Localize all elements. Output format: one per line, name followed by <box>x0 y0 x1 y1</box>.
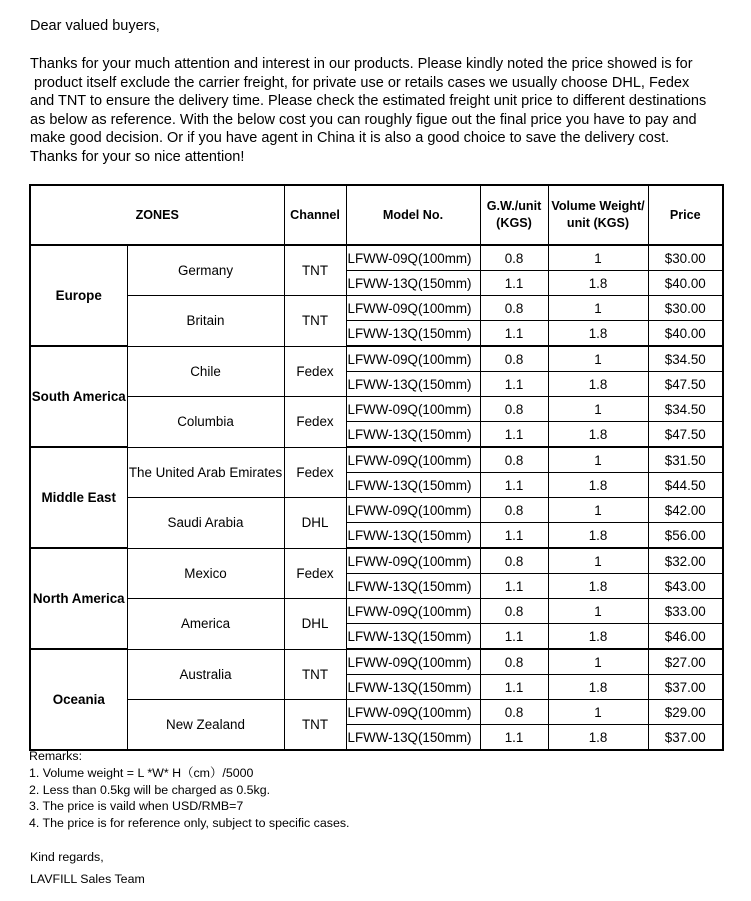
volume-weight-cell: 1.8 <box>548 675 648 700</box>
country-cell: Columbia <box>127 397 284 448</box>
volume-weight-header: Volume Weight/ unit (KGS) <box>548 185 648 245</box>
intro-paragraph <box>30 55 730 167</box>
price-cell: $33.00 <box>648 599 723 624</box>
price-cell: $31.50 <box>648 447 723 473</box>
remark-item: 3. The price is vaild when USD/RMB=7 <box>29 799 244 814</box>
remark-item: 4. The price is for reference only, subject to specific cases. <box>29 816 350 831</box>
model-cell: LFWW-13Q(150mm) <box>346 321 480 347</box>
model-cell: LFWW-13Q(150mm) <box>346 675 480 700</box>
country-cell: New Zealand <box>127 700 284 751</box>
volume-weight-cell: 1.8 <box>548 422 648 448</box>
gross-weight-cell: 0.8 <box>480 296 548 321</box>
channel-cell: TNT <box>284 649 346 700</box>
zones-header: ZONES <box>30 185 284 245</box>
intro-line: Thanks for your so nice attention! <box>30 148 245 165</box>
volume-weight-cell: 1.8 <box>548 725 648 751</box>
region-cell: North America <box>30 548 127 649</box>
volume-weight-cell: 1 <box>548 346 648 372</box>
gross-weight-cell: 1.1 <box>480 624 548 650</box>
price-cell: $40.00 <box>648 271 723 296</box>
volume-weight-cell: 1.8 <box>548 473 648 498</box>
price-cell: $29.00 <box>648 700 723 725</box>
country-cell: America <box>127 599 284 650</box>
country-cell: Saudi Arabia <box>127 498 284 549</box>
volume-weight-cell: 1.8 <box>548 372 648 397</box>
country-cell: The United Arab Emirates <box>127 447 284 498</box>
model-cell: LFWW-09Q(100mm) <box>346 245 480 271</box>
model-cell: LFWW-13Q(150mm) <box>346 372 480 397</box>
model-cell: LFWW-09Q(100mm) <box>346 649 480 675</box>
country-cell: Germany <box>127 245 284 296</box>
gross-weight-cell: 0.8 <box>480 397 548 422</box>
price-cell: $44.50 <box>648 473 723 498</box>
country-cell: Australia <box>127 649 284 700</box>
table-row <box>30 649 723 675</box>
volume-weight-cell: 1 <box>548 296 648 321</box>
table-row <box>30 245 723 271</box>
model-cell: LFWW-13Q(150mm) <box>346 725 480 751</box>
channel-cell: TNT <box>284 245 346 296</box>
gross-weight-cell: 0.8 <box>480 447 548 473</box>
volume-weight-cell: 1 <box>548 447 648 473</box>
gross-weight-cell: 1.1 <box>480 321 548 347</box>
volume-weight-cell: 1.8 <box>548 574 648 599</box>
model-cell: LFWW-13Q(150mm) <box>346 422 480 448</box>
volume-weight-cell: 1 <box>548 397 648 422</box>
channel-cell: TNT <box>284 296 346 347</box>
table-body <box>30 245 723 750</box>
table-header-row <box>30 185 723 245</box>
gross-weight-cell: 1.1 <box>480 422 548 448</box>
closing <box>30 846 145 890</box>
table-row <box>30 498 723 523</box>
price-cell: $43.00 <box>648 574 723 599</box>
gross-weight-cell: 0.8 <box>480 700 548 725</box>
price-cell: $27.00 <box>648 649 723 675</box>
gross-weight-cell: 1.1 <box>480 473 548 498</box>
table-row <box>30 548 723 574</box>
intro-line: and TNT to ensure the delivery time. Please check the estimated freight unit price to different destinations <box>30 93 707 110</box>
table-row <box>30 296 723 321</box>
price-cell: $56.00 <box>648 523 723 549</box>
remarks-title: Remarks: <box>29 749 83 763</box>
channel-cell: Fedex <box>284 346 346 397</box>
gross-weight-cell: 1.1 <box>480 725 548 751</box>
model-cell: LFWW-13Q(150mm) <box>346 624 480 650</box>
model-cell: LFWW-09Q(100mm) <box>346 296 480 321</box>
region-cell: Oceania <box>30 649 127 750</box>
volume-weight-cell: 1.8 <box>548 624 648 650</box>
volume-weight-cell: 1 <box>548 245 648 271</box>
price-cell: $40.00 <box>648 321 723 347</box>
region-cell: Europe <box>30 245 127 346</box>
volume-weight-cell: 1.8 <box>548 271 648 296</box>
gross-weight-cell: 1.1 <box>480 523 548 549</box>
region-cell: Middle East <box>30 447 127 548</box>
regards-text: Kind regards, <box>30 850 104 864</box>
intro-line: make good decision. Or if you have agent in China it is also a good choice to save the delivery cost. <box>30 130 670 147</box>
intro-line: Thanks for your much attention and interest in our products. Please kindly noted the price showed is for <box>30 56 693 72</box>
table-row <box>30 700 723 725</box>
model-cell: LFWW-13Q(150mm) <box>346 271 480 296</box>
gross-weight-header: G.W./unit (KGS) <box>480 185 548 245</box>
model-cell: LFWW-09Q(100mm) <box>346 447 480 473</box>
volume-weight-cell: 1 <box>548 700 648 725</box>
gross-weight-cell: 1.1 <box>480 574 548 599</box>
volume-weight-cell: 1 <box>548 599 648 624</box>
country-cell: Britain <box>127 296 284 347</box>
remark-item: 1. Volume weight = L *W* H（cm）/5000 <box>29 765 254 780</box>
gross-weight-cell: 1.1 <box>480 271 548 296</box>
volume-weight-cell: 1.8 <box>548 523 648 549</box>
price-cell: $34.50 <box>648 346 723 372</box>
channel-cell: TNT <box>284 700 346 751</box>
intro-line: as below as reference. With the below cost you can roughly figue out the final price you have to pay and <box>30 111 697 128</box>
price-cell: $37.00 <box>648 725 723 751</box>
volume-weight-cell: 1 <box>548 649 648 675</box>
table-row <box>30 346 723 372</box>
remark-item: 2. Less than 0.5kg will be charged as 0.5kg. <box>29 782 271 797</box>
table-row <box>30 447 723 473</box>
gross-weight-cell: 0.8 <box>480 346 548 372</box>
gross-weight-cell: 0.8 <box>480 649 548 675</box>
model-cell: LFWW-09Q(100mm) <box>346 599 480 624</box>
model-cell: LFWW-13Q(150mm) <box>346 523 480 549</box>
greeting: Dear valued buyers, <box>30 18 160 34</box>
price-cell: $42.00 <box>648 498 723 523</box>
price-cell: $37.00 <box>648 675 723 700</box>
model-header: Model No. <box>346 185 480 245</box>
volume-weight-cell: 1 <box>548 548 648 574</box>
model-cell: LFWW-09Q(100mm) <box>346 397 480 422</box>
channel-cell: DHL <box>284 498 346 549</box>
channel-cell: Fedex <box>284 397 346 448</box>
price-cell: $32.00 <box>648 548 723 574</box>
price-cell: $30.00 <box>648 245 723 271</box>
channel-header: Channel <box>284 185 346 245</box>
model-cell: LFWW-13Q(150mm) <box>346 473 480 498</box>
model-cell: LFWW-13Q(150mm) <box>346 574 480 599</box>
signature: LAVFILL Sales Team <box>30 872 145 886</box>
price-cell: $46.00 <box>648 624 723 650</box>
model-cell: LFWW-09Q(100mm) <box>346 700 480 725</box>
gross-weight-cell: 0.8 <box>480 548 548 574</box>
price-header: Price <box>648 185 723 245</box>
intro-line: product itself exclude the carrier freight, for private use or retails cases we usually choose DHL, Fedex <box>30 74 690 91</box>
country-cell: Mexico <box>127 548 284 599</box>
freight-price-table <box>29 184 724 751</box>
price-cell: $30.00 <box>648 296 723 321</box>
channel-cell: Fedex <box>284 548 346 599</box>
gross-weight-cell: 0.8 <box>480 498 548 523</box>
price-cell: $47.50 <box>648 372 723 397</box>
region-cell: South America <box>30 346 127 447</box>
gross-weight-cell: 0.8 <box>480 599 548 624</box>
gross-weight-cell: 1.1 <box>480 372 548 397</box>
volume-weight-cell: 1.8 <box>548 321 648 347</box>
channel-cell: DHL <box>284 599 346 650</box>
gross-weight-cell: 1.1 <box>480 675 548 700</box>
price-cell: $34.50 <box>648 397 723 422</box>
price-cell: $47.50 <box>648 422 723 448</box>
country-cell: Chile <box>127 346 284 397</box>
remarks <box>29 748 349 832</box>
volume-weight-cell: 1 <box>548 498 648 523</box>
gross-weight-cell: 0.8 <box>480 245 548 271</box>
table-row <box>30 599 723 624</box>
model-cell: LFWW-09Q(100mm) <box>346 346 480 372</box>
channel-cell: Fedex <box>284 447 346 498</box>
model-cell: LFWW-09Q(100mm) <box>346 498 480 523</box>
model-cell: LFWW-09Q(100mm) <box>346 548 480 574</box>
table-row <box>30 397 723 422</box>
